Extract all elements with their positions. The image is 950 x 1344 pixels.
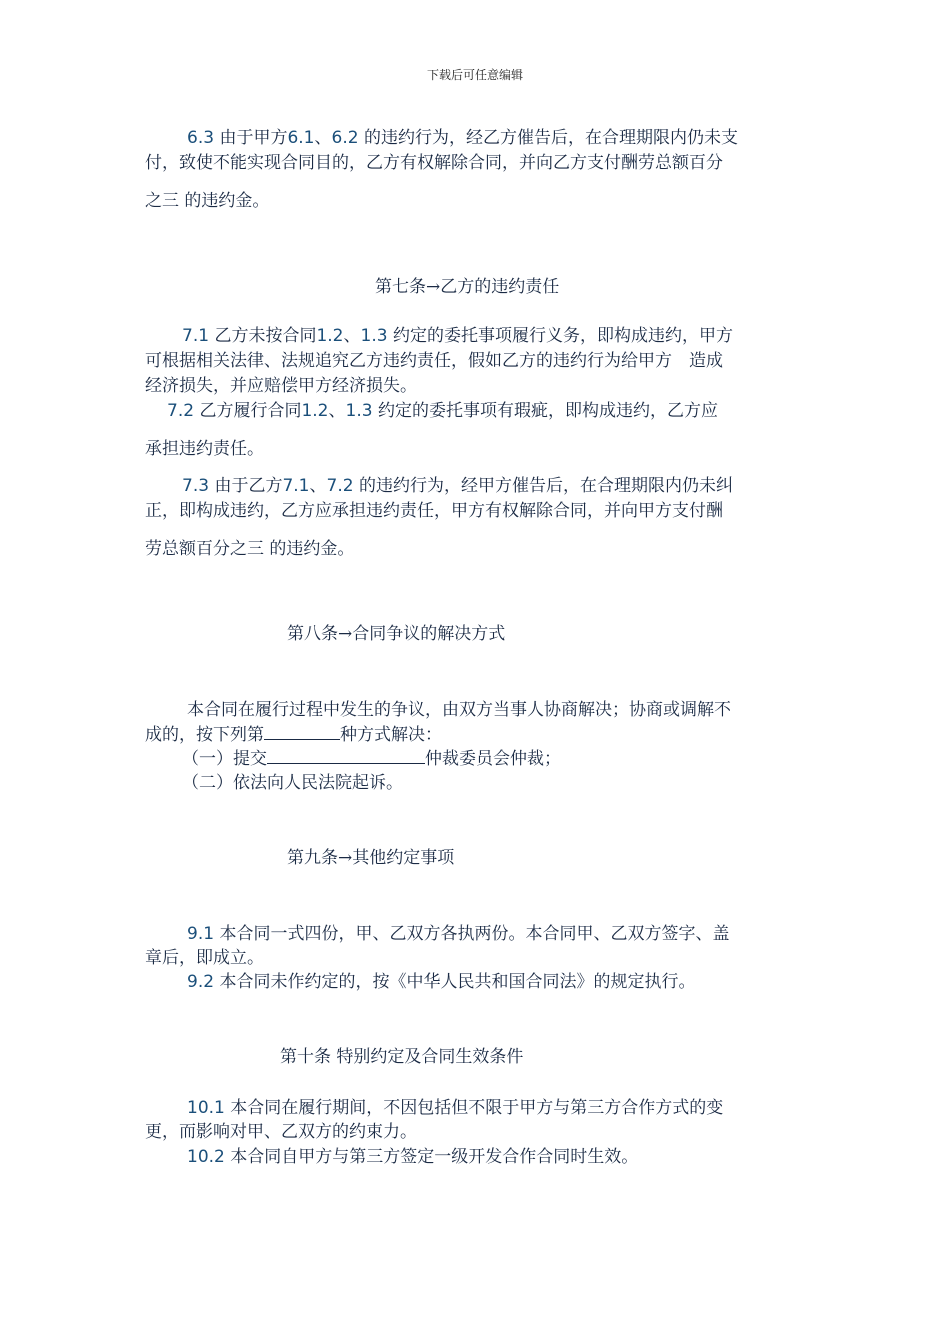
clause-6-3-line-2: 付，致使不能实现合同目的，乙方有权解除合同，并向乙方支付酬劳总额百分 xyxy=(145,153,723,173)
clause-9-2-line-1: 9.2 本合同未作约定的，按《中华人民共和国合同法》的规定执行。 xyxy=(187,972,696,992)
clause-7-1-line-2: 可根据相关法律、法规追究乙方违约责任，假如乙方的违约行为给甲方 造成 xyxy=(145,351,723,371)
clause-7-3-line-1: 7.3 由于乙方7.1、7.2 的违约行为，经甲方催告后，在合理期限内仍未纠 xyxy=(182,476,733,496)
option-number-blank[interactable] xyxy=(264,722,340,740)
clause-number: 6.3 xyxy=(187,128,215,148)
clause-number: 9.2 xyxy=(187,972,215,992)
article-8-para-line-1: 本合同在履行过程中发生的争议，由双方当事人协商解决；协商或调解不 xyxy=(187,700,731,720)
article-7-heading: 第七条→乙方的违约责任 xyxy=(375,277,560,297)
arbitration-commission-blank[interactable] xyxy=(267,746,425,764)
clause-10-2-line-1: 10.2 本合同自甲方与第三方签定一级开发合作合同时生效。 xyxy=(187,1147,639,1167)
clause-7-3-line-2: 正，即构成违约，乙方应承担违约责任，甲方有权解除合同，并向甲方支付酬 xyxy=(145,501,723,521)
clause-9-1-line-2: 章后，即成立。 xyxy=(145,948,264,968)
clause-number: 9.1 xyxy=(187,924,215,944)
clause-7-1-line-3: 经济损失，并应赔偿甲方经济损失。 xyxy=(145,376,417,396)
article-9-heading: 第九条→其他约定事项 xyxy=(287,848,455,868)
clause-number: 10.2 xyxy=(187,1147,225,1167)
clause-7-3-line-3: 劳总额百分之三 的违约金。 xyxy=(145,539,355,559)
clause-number: 7.3 xyxy=(182,476,210,496)
clause-7-1-line-1: 7.1 乙方未按合同1.2、1.3 约定的委托事项履行义务，即构成违约，甲方 xyxy=(182,326,733,346)
clause-9-1-line-1: 9.1 本合同一式四份，甲、乙双方各执两份。本合同甲、乙双方签字、盖 xyxy=(187,924,730,944)
clause-number: 7.1 xyxy=(182,326,210,346)
article-8-heading: 第八条→合同争议的解决方式 xyxy=(287,624,506,644)
article-8-option-1: （一）提交 仲裁委员会仲裁； xyxy=(182,746,561,771)
clause-7-2-line-1: 7.2 乙方履行合同1.2、1.3 约定的委托事项有瑕疵，即构成违约，乙方应 xyxy=(167,401,718,421)
clause-number: 7.2 xyxy=(167,401,195,421)
article-10-heading: 第十条 特别约定及合同生效条件 xyxy=(280,1047,524,1067)
clause-number: 10.1 xyxy=(187,1098,225,1118)
clause-10-1-line-1: 10.1 本合同在履行期间，不因包括但不限于甲方与第三方合作方式的变 xyxy=(187,1098,724,1118)
article-8-option-2: （二）依法向人民法院起诉。 xyxy=(182,773,403,793)
article-8-para-line-2: 成的，按下列第 种方式解决： xyxy=(145,722,442,747)
page-header: 下载后可任意编辑 xyxy=(426,68,523,82)
clause-6-3-line-1: 6.3 由于甲方6.1、6.2 的违约行为，经乙方催告后，在合理期限内仍未支 xyxy=(187,128,738,148)
clause-10-1-line-2: 更，而影响对甲、乙双方的约束力。 xyxy=(145,1122,417,1142)
clause-7-2-line-2: 承担违约责任。 xyxy=(145,439,264,459)
clause-6-3-line-3: 之三 的违约金。 xyxy=(145,191,270,211)
